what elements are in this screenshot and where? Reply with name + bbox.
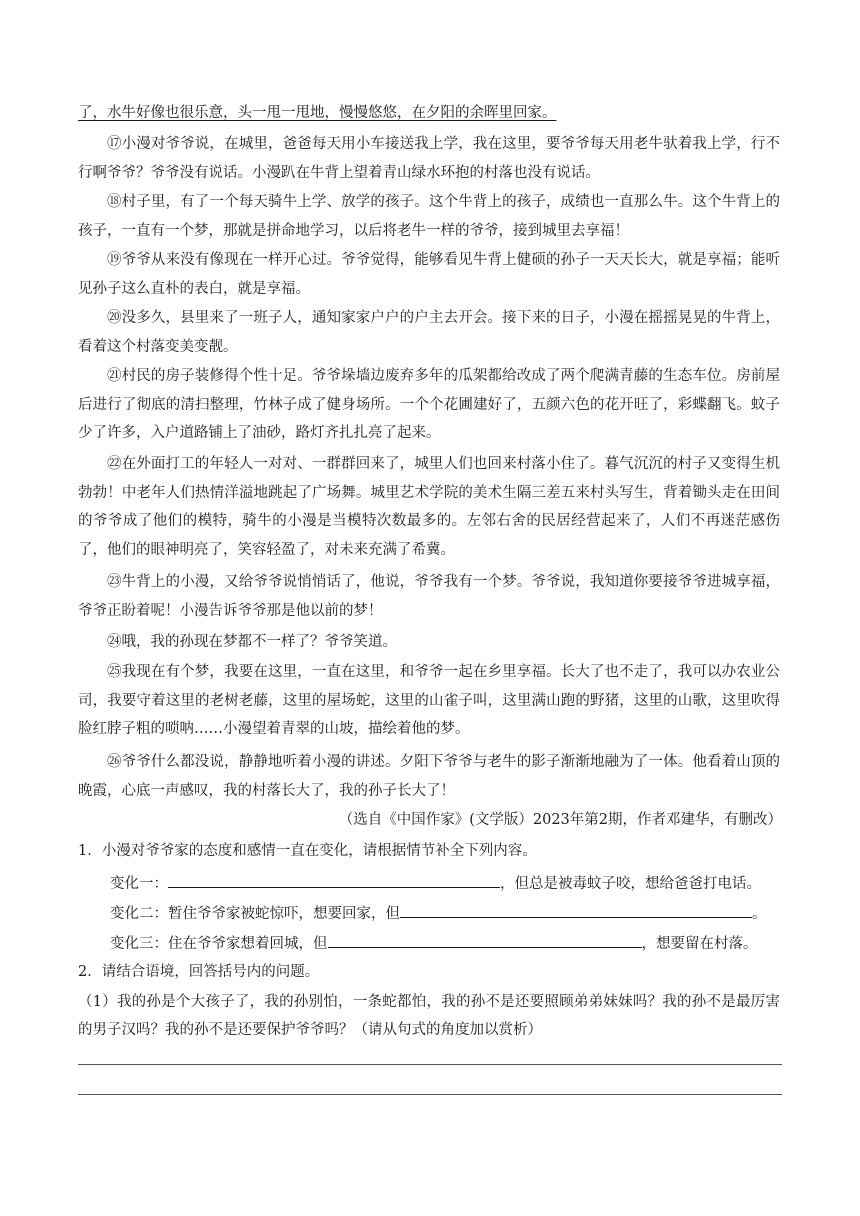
change-3-answer-blank[interactable] xyxy=(328,931,642,948)
question-1-change-1 xyxy=(110,871,761,895)
story-top-line: 了，水牛好像也很乐意，头一甩一甩地，慢慢悠悠，在夕阳的余晖里回家。 xyxy=(78,105,557,121)
question-2-stem: 2．请结合语境，回答括号内的问题。 xyxy=(78,964,320,980)
change-1-answer-blank[interactable] xyxy=(168,871,500,888)
story-paragraph-24: ㉔哦，我的孙现在梦都不一样了？爷爷笑道。 xyxy=(107,634,397,650)
story-paragraph-22: ㉒在外面打工的年轻人一对对、一群群回来了，城里人们也回来村落小住了。暮气沉沉的村子又变得生机勃勃！中老年人们热情洋溢地跳起了广场舞。城里艺术学院的美术生隔三差五来村头写生，背着锄头走在田间的爷爷成了他们的模特，骑牛的小漫是当模特次数最多的。左邻右舍的民居经营起来了，人们不再迷茫感伤了，他们的眼神明亮了，笑容轻盈了，对未来充满了希冀。 xyxy=(78,456,780,558)
answer-line-1[interactable] xyxy=(78,1064,782,1065)
question-1-stem: 1．小漫对爷爷家的态度和感情一直在变化，请根据情节补全下列内容。 xyxy=(78,843,537,859)
story-paragraph-19: ⑲爷爷从来没有像现在一样开心过。爷爷觉得，能够看见牛背上健硕的孙子一天天长大，就是享福；能听见孙子这么直朴的表白，就是享福。 xyxy=(78,252,780,297)
story-paragraph-17: ⑰小漫对爷爷说，在城里，爸爸每天用小车接送我上学，我在这里，要爷爷每天用老牛驮着我上学，行不行啊爷爷？爷爷没有说话。小漫趴在牛背上望着青山绿水环抱的村落也没有说话。 xyxy=(78,136,780,181)
question-1-change-2 xyxy=(110,901,767,925)
story-paragraph-20: ⑳没多久，县里来了一班子人，通知家家户户的户主去开会。接下来的日子，小漫在摇摇晃晃的牛背上，看着这个村落变美变靓。 xyxy=(78,310,780,355)
change-3-tail: ，想要留在村落。 xyxy=(641,936,758,952)
change-1-tail: ，但总是被毒蚊子咬，想给爸爸打电话。 xyxy=(500,876,761,892)
story-paragraph-21: ㉑村民的房子装修得个性十足。爷爷垛墙边废弃多年的瓜架都给改成了两个爬满青藤的生态车位。房前屋后进行了彻底的清扫整理，竹林子成了健身场所。一个个花圃建好了，五颜六色的花开旺了，彩蝶翻飞。蚊子少了许多，入户道路铺上了油砂，路灯齐扎扎亮了起来。 xyxy=(78,368,780,441)
answer-line-2[interactable] xyxy=(78,1094,782,1095)
change-2-label: 变化二：暂住爷爷家被蛇惊吓，想要回家，但 xyxy=(110,906,400,922)
story-paragraph-23: ㉓牛背上的小漫，又给爷爷说悄悄话了，他说，爷爷我有一个梦。爷爷说，我知道你要接爷爷进城享福，爷爷正盼着呢！小漫告诉爷爷那是他以前的梦！ xyxy=(78,574,780,619)
story-source: （选自《中国作家》(文学版）2023年第2期，作者邓建华，有删改） xyxy=(338,812,782,828)
story-paragraph-25: ㉕我现在有个梦，我要在这里，一直在这里，和爷爷一起在乡里享福。长大了也不走了，我可以办农业公司，我要守着这里的老树老藤，这里的屋场蛇，这里的山雀子叫，这里满山跑的野猪，这里的山歌，这里吹得脸红脖子粗的唢呐……小漫望着青翠的山坡，描绘着他的梦。 xyxy=(78,664,780,737)
change-3-label: 变化三：住在爷爷家想着回城，但 xyxy=(110,936,328,952)
change-2-tail: 。 xyxy=(752,906,767,922)
change-1-label: 变化一： xyxy=(110,876,168,892)
question-1-change-3 xyxy=(110,931,758,955)
story-paragraph-26: ㉖爷爷什么都没说，静静地听着小漫的讲述。夕阳下爷爷与老牛的影子渐渐地融为了一体。他看着山顶的晚霞，心底一声感叹，我的村落长大了，我的孙子长大了！ xyxy=(78,754,780,799)
story-paragraph-18: ⑱村子里，有了一个每天骑牛上学、放学的孩子。这个牛背上的孩子，成绩也一直那么牛。这个牛背上的孩子，一直有一个梦，那就是拼命地学习，以后将老牛一样的爷爷，接到城里去享福！ xyxy=(78,194,780,239)
change-2-answer-blank[interactable] xyxy=(400,901,752,918)
question-2-sub-1: （1）我的孙是个大孩子了，我的孙别怕，一条蛇都怕，我的孙不是还要照顾弟弟妹妹吗？我的孙不是最厉害的男子汉吗？我的孙不是还要保护爷爷吗？（请从句式的角度加以赏析） xyxy=(78,994,780,1038)
